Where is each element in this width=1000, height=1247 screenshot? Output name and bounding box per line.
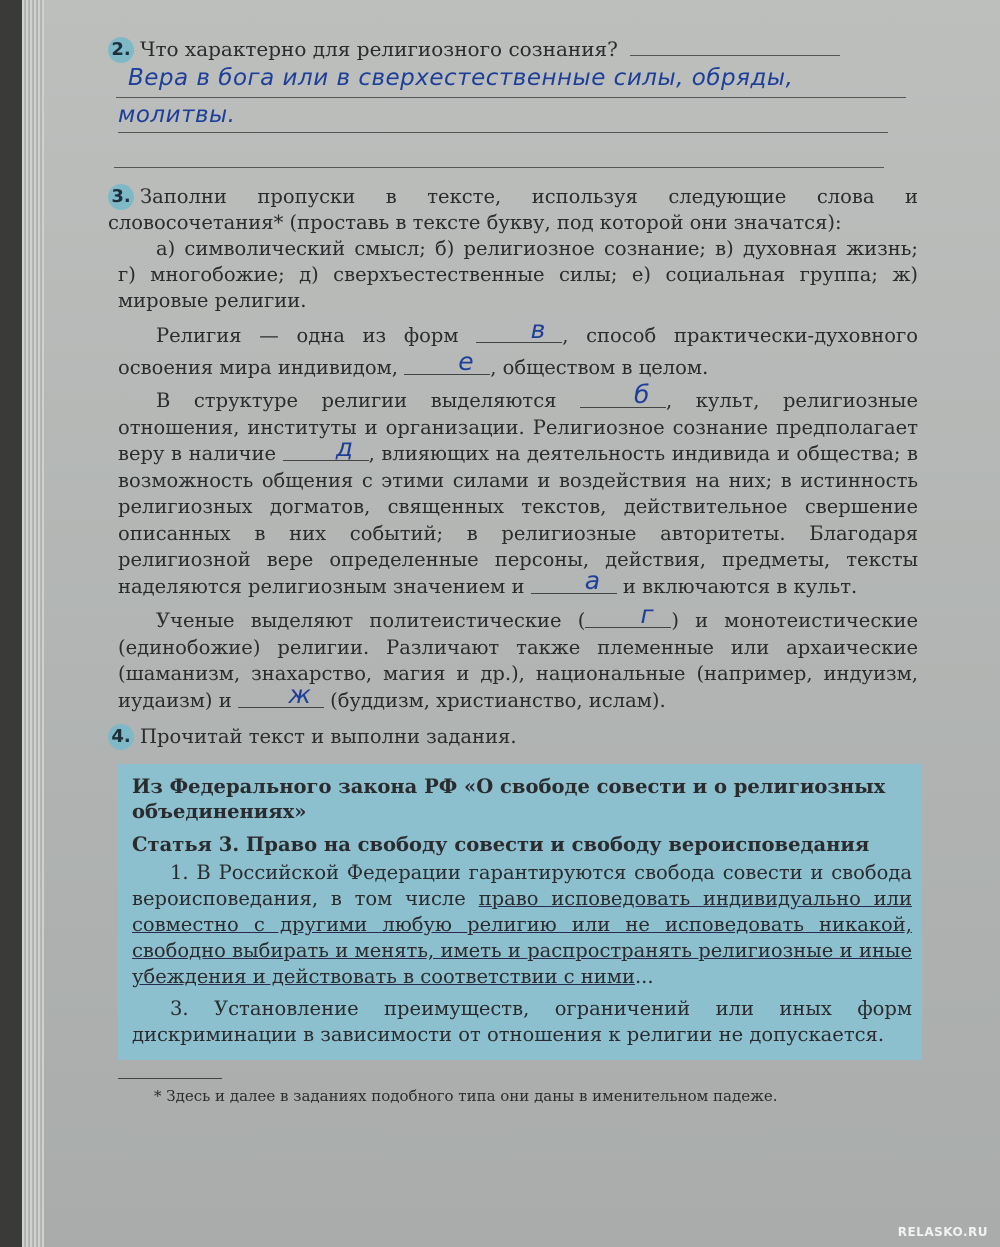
article-item-3: 3. Установление преимуществ, ограничений или иных форм дискриминации в зависимости от отношения к религии не допускается. [132, 997, 912, 1046]
text-segment: , влияющих на деятельность индивида и общества; в возможность общения с этими силами и воздействия на них; в истинность религиозных догматов, священных текстов, действительное свершение описанных в них событий; в религиозные авторитеты. Благодаря религиозной вере определенные персоны, действия, предметы, тексты наделяются религиозным значением и [118, 442, 918, 598]
task-3-instruction-paragraph [108, 184, 918, 236]
handwritten-letter: б [634, 380, 650, 409]
text-segment: и включаются в культ. [622, 574, 858, 598]
task-2-handwritten-answer-2: молитвы. [118, 102, 236, 128]
task-4-instruction: Прочитай текст и выполни задания. [140, 725, 517, 748]
task-3-paragraph-1 [118, 315, 918, 384]
article-item-1 [132, 860, 912, 990]
text-segment: , культ, религиозные отношения, институты и организации. Религиозное сознание предполагает веру в наличие [118, 389, 918, 465]
watermark: RELASKO.RU [897, 1225, 988, 1239]
fill-blank-4 [283, 433, 369, 462]
task-2-answer-line-2 [118, 98, 888, 133]
task-4 [111, 724, 918, 1060]
text-segment: , обществом в целом. [490, 356, 709, 379]
page-stack-edges [22, 0, 44, 1247]
text-segment: В структуре религии выделяются [156, 389, 557, 412]
handwritten-letter: г [640, 600, 655, 629]
footnote-rule [118, 1078, 222, 1079]
task-2-handwritten-answer-1: Вера в бога или в сверхестественные силы, обряды, [128, 65, 794, 91]
task-2 [108, 36, 918, 168]
task-2-answer-line-3 [114, 133, 884, 168]
handwritten-letter: ж [288, 679, 312, 709]
pencil-underlined-text: право исповедовать индивидуально или совместно с другими любую религию или не исповедовать никакой, свободно выбирать и менять, иметь и распространять религиозные и иные убеждения и действовать в соответствии с ними [132, 887, 913, 988]
fill-blank-7 [238, 679, 324, 709]
text-segment: Религия — одна из форм [156, 324, 459, 347]
handwritten-letter: е [458, 347, 475, 376]
fill-blank-5 [531, 565, 617, 595]
handwritten-letter: в [530, 315, 546, 344]
text-segment: 1. В Российской Федерации гарантируются свобода совести и свобода вероисповедания, в том числе [132, 861, 912, 910]
handwritten-letter: а [584, 565, 601, 595]
task-2-number-badge: 2. [108, 37, 134, 63]
task-3-options: а) символический смысл; б) религиозное сознание; в) духовная жизнь; г) многобожие; д) сверхъестественные силы; е) социальная группа; ж) мировые религии. [118, 237, 918, 312]
text-segment: , способ практически-духовного освоения мира индивидом, [118, 324, 918, 379]
task-3 [108, 184, 918, 714]
task-2-answer-line-1 [116, 63, 906, 98]
task-2-question-line [108, 36, 918, 63]
task-3-paragraph-2 [118, 380, 918, 600]
footnote: * Здесь и далее в заданиях подобного типа они даны в именительном падеже. [154, 1087, 778, 1105]
answer-blank-inline [630, 55, 840, 56]
fill-blank-6 [585, 600, 671, 629]
law-excerpt-box [118, 764, 922, 1060]
task-3-paragraph-3 [118, 600, 918, 714]
task-4-number-badge: 4. [108, 724, 134, 750]
text-segment: Ученые выделяют политеистические ( [156, 609, 586, 632]
fill-blank-3 [580, 380, 666, 409]
text-segment: ... [634, 965, 654, 988]
text-segment: (буддизм, христианство, ислам). [330, 688, 666, 712]
page-content [108, 36, 918, 1122]
task-3-instruction: Заполни пропуски в тексте, используя следующие слова и словосочетания* (проставь в тексте букву, под которой они значатся): [108, 185, 918, 234]
workbook-page [22, 0, 1000, 1247]
fill-blank-1 [476, 315, 562, 344]
fill-blank-2 [404, 347, 490, 376]
article-title: Статья 3. Право на свободу совести и свободу вероисповедания [132, 833, 870, 856]
law-excerpt-title: Из Федерального закона РФ «О свободе совести и о религиозных объединениях» [132, 775, 886, 823]
task-3-number-badge: 3. [108, 184, 134, 210]
handwritten-letter: д [335, 433, 354, 462]
task-2-question: Что характерно для религиозного сознания? [140, 37, 618, 61]
text-segment: ) и монотеистические (единобожие) религии. Различают также племенные или архаические (шаманизм, знахарство, магия и др.), национальные (например, индуизм, иудаизм) и [118, 609, 918, 712]
task-4-instruction-paragraph [108, 724, 918, 750]
